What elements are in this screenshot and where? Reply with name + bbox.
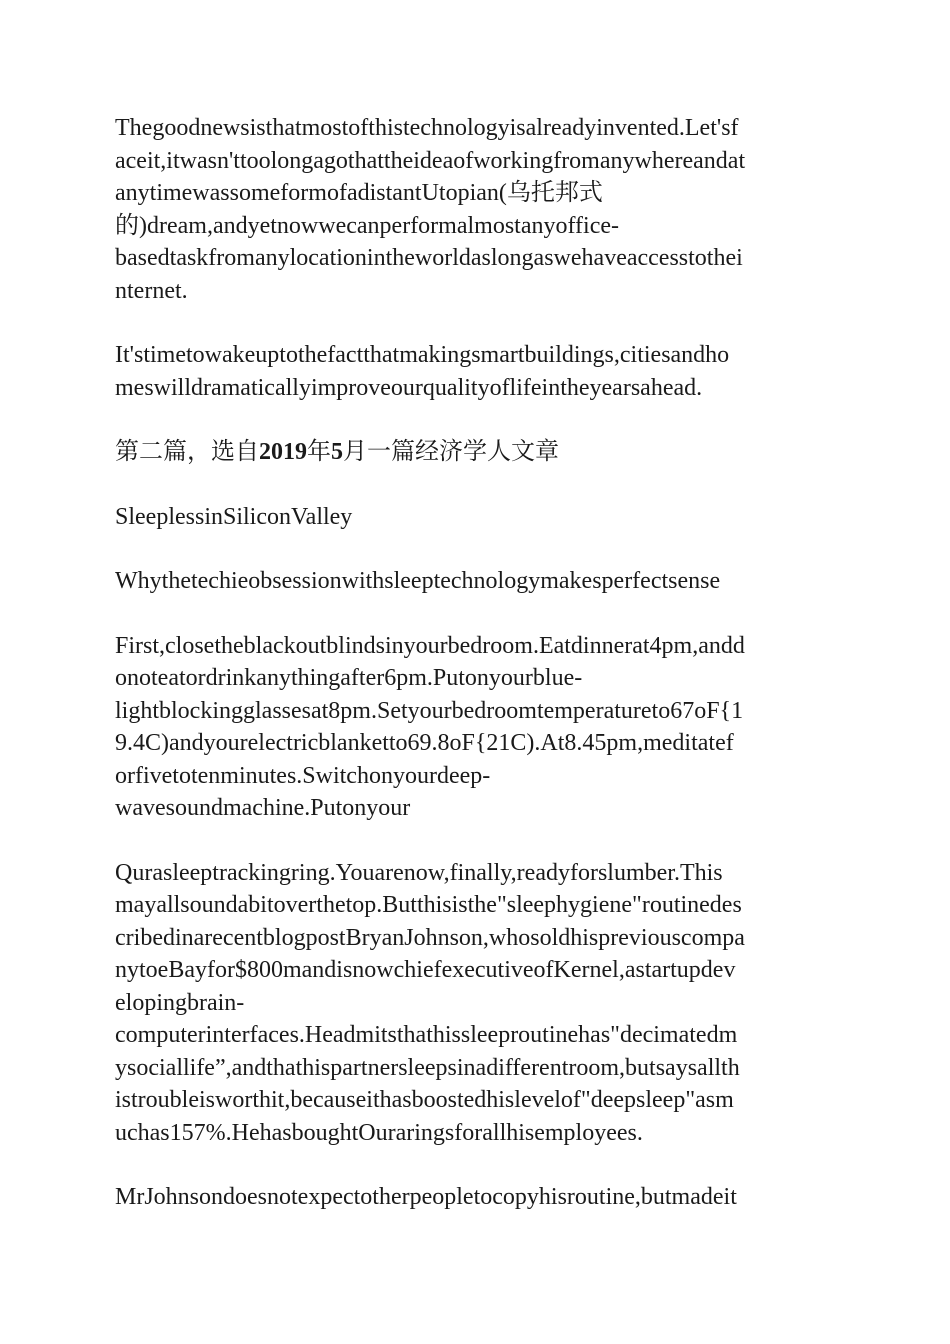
- section-heading-month: 5: [331, 439, 343, 465]
- text-line: nytoeBayfor$800mandisnowchiefexecutiveofKernel,astartupdev: [115, 957, 736, 983]
- paragraph-5: [115, 1181, 830, 1214]
- text-line: wavesoundmachine.Putonyour: [115, 795, 411, 821]
- document-page: [115, 112, 830, 1246]
- text-line: cribedinarecentblogpostBryanJohnson,whosoldhispreviouscompa: [115, 924, 745, 951]
- text-line: elopingbrain-: [115, 989, 245, 1016]
- text-line: ysociallife”,andthathispartnersleepsinadifferentroom,butsaysallth: [115, 1054, 740, 1081]
- text-line: lightblockingglassesat8pm.Setyourbedroomtemperatureto67oF{1: [115, 697, 744, 724]
- text-line: anytimewassomeformofadistantUtopian(乌托邦式: [115, 180, 603, 206]
- section-heading-year-suffix: 年: [307, 439, 331, 465]
- section-heading: [115, 436, 830, 469]
- section-heading-year: 2019: [259, 439, 307, 465]
- paragraph-1: [115, 112, 830, 307]
- text-line: 的)dream,andyetnowwecanperformalmostanyoffice-: [115, 212, 620, 239]
- text-line: mayallsoundabitoverthetop.Butthisisthe"sleephygiene"routinedes: [115, 892, 742, 918]
- text-line: onoteatordrinkanythingafter6pm.Putonyourblue-: [115, 665, 583, 691]
- text-line: orfivetotenminutes.Switchonyourdeep-: [115, 762, 491, 789]
- text-line: basedtaskfromanylocationintheworldaslongaswehaveaccesstothei: [115, 245, 743, 271]
- text-line: 9.4C)andyourelectricblanketto69.8oF{21C).At8.45pm,meditatef: [115, 730, 734, 756]
- text-line: MrJohnsondoesnotexpectotherpeopletocopyhisroutine,butmadeit: [115, 1184, 737, 1210]
- section-heading-prefix: 第二篇，选自: [115, 439, 259, 465]
- paragraph-3: [115, 630, 830, 825]
- text-line: meswilldramaticallyimproveourqualityoflifeintheyearsahead.: [115, 374, 703, 401]
- text-line: First,closetheblackoutblindsinyourbedroom.Eatdinnerat4pm,andd: [115, 632, 745, 659]
- text-line: Thegoodnewsisthatmostofthistechnologyisalreadyinvented.Let'sf: [115, 115, 739, 141]
- article-title: SleeplessinSiliconValley: [115, 503, 353, 530]
- article-subtitle: Whythetechieobsessionwithsleeptechnologymakesperfectsense: [115, 568, 721, 594]
- text-line: aceit,itwasn'ttoolongagothattheideaofworkingfromanywhereandat: [115, 147, 746, 174]
- text-line: istroubleisworthit,becauseithasboostedhislevelof"deepsleep"asm: [115, 1087, 734, 1113]
- text-line: It'stimetowakeuptothefactthatmakingsmartbuildings,citiesandho: [115, 342, 730, 368]
- paragraph-2: [115, 339, 830, 404]
- paragraph-4: [115, 857, 830, 1150]
- text-line: Qurasleeptrackingring.Youarenow,finally,readyforslumber.This: [115, 859, 723, 886]
- text-line: computerinterfaces.Headmitsthathissleeproutinehas"decimatedm: [115, 1022, 738, 1048]
- text-line: uchas157%.HehasboughtOuraringsforallhisemployees.: [115, 1119, 643, 1146]
- text-line: nternet.: [115, 277, 188, 304]
- section-heading-month-suffix: 月一篇经济学人文章: [343, 439, 559, 465]
